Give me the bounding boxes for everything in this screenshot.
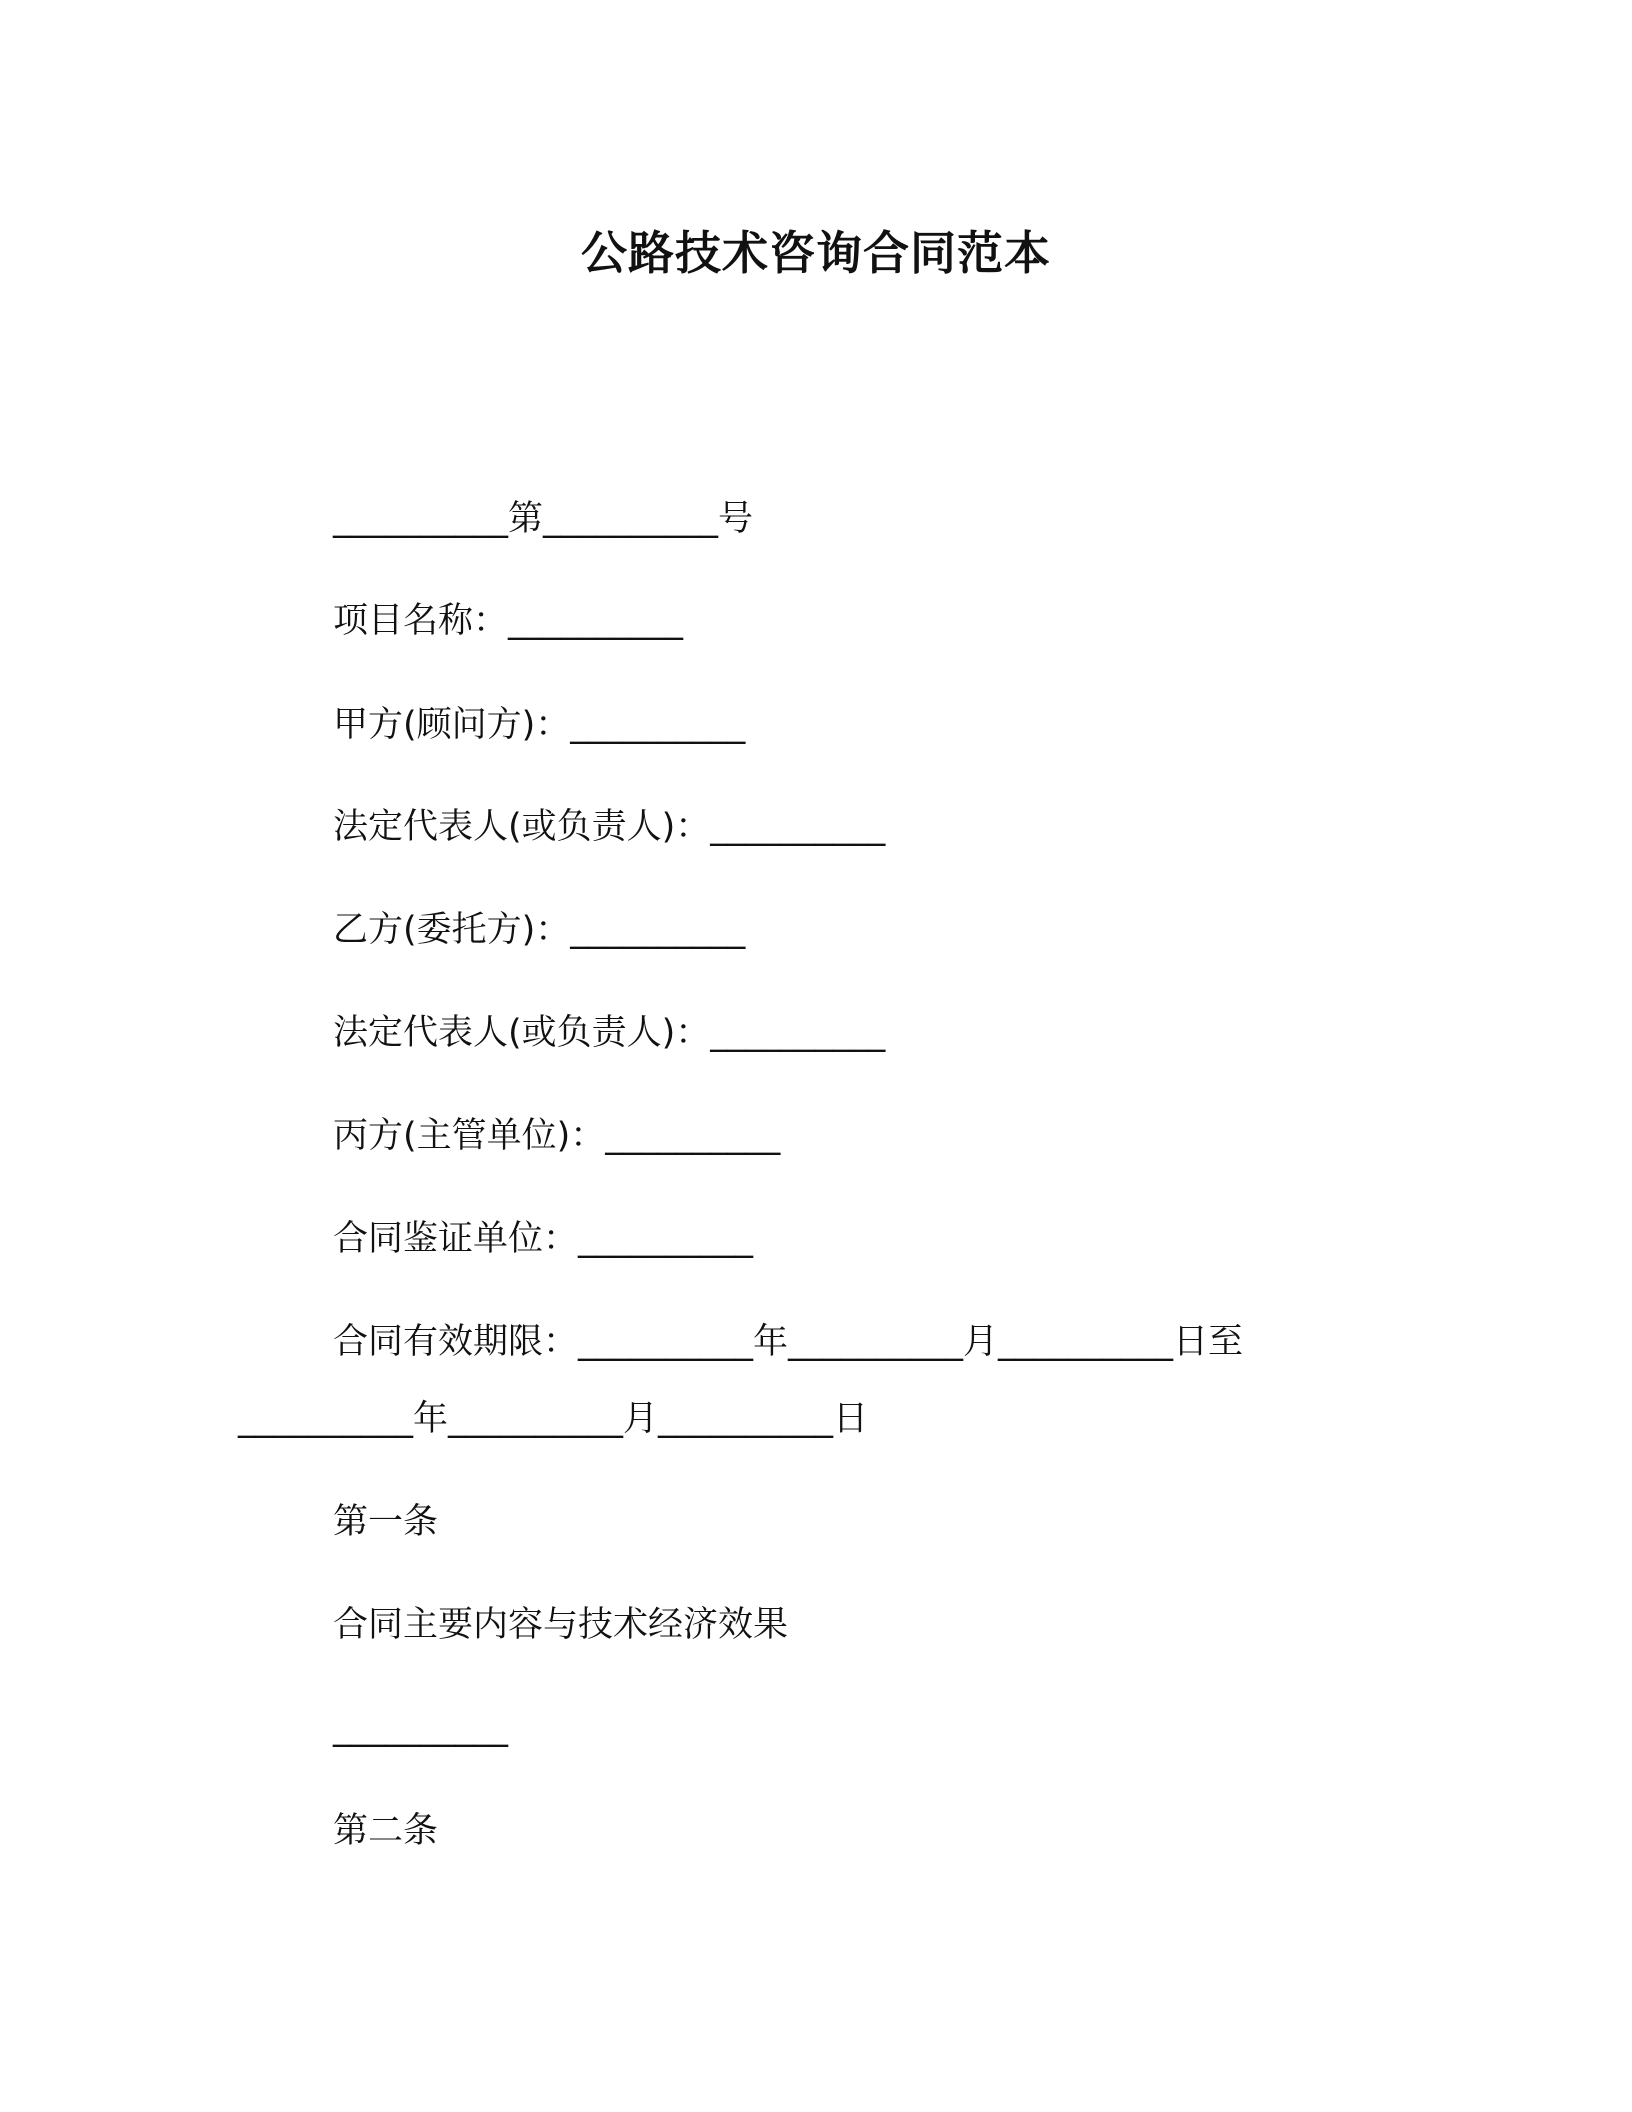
article-one-blank: __________ bbox=[333, 1708, 508, 1748]
verification-unit-line: 合同鉴证单位：__________ bbox=[333, 1219, 754, 1259]
project-name-line: 项目名称：__________ bbox=[333, 601, 684, 641]
party-c-line: 丙方(主管单位)：__________ bbox=[333, 1116, 781, 1156]
party-a-line: 甲方(顾问方)：__________ bbox=[333, 705, 746, 745]
article-two-heading: 第二条 bbox=[333, 1811, 439, 1851]
validity-period-line: 合同有效期限：__________年__________月__________日至 bbox=[333, 1322, 1244, 1362]
party-b-line: 乙方(委托方)：__________ bbox=[333, 910, 746, 950]
validity-period-end-line: __________年__________月__________日 bbox=[238, 1399, 869, 1439]
document-title: 公路技术咨询合同范本 bbox=[581, 226, 1051, 280]
contract-number-line: __________第__________号 bbox=[333, 499, 754, 539]
article-one-heading: 第一条 bbox=[333, 1502, 439, 1542]
article-one-subject: 合同主要内容与技术经济效果 bbox=[333, 1605, 789, 1645]
party-a-representative-line: 法定代表人(或负责人)：__________ bbox=[333, 807, 886, 847]
party-b-representative-line: 法定代表人(或负责人)：__________ bbox=[333, 1013, 886, 1053]
